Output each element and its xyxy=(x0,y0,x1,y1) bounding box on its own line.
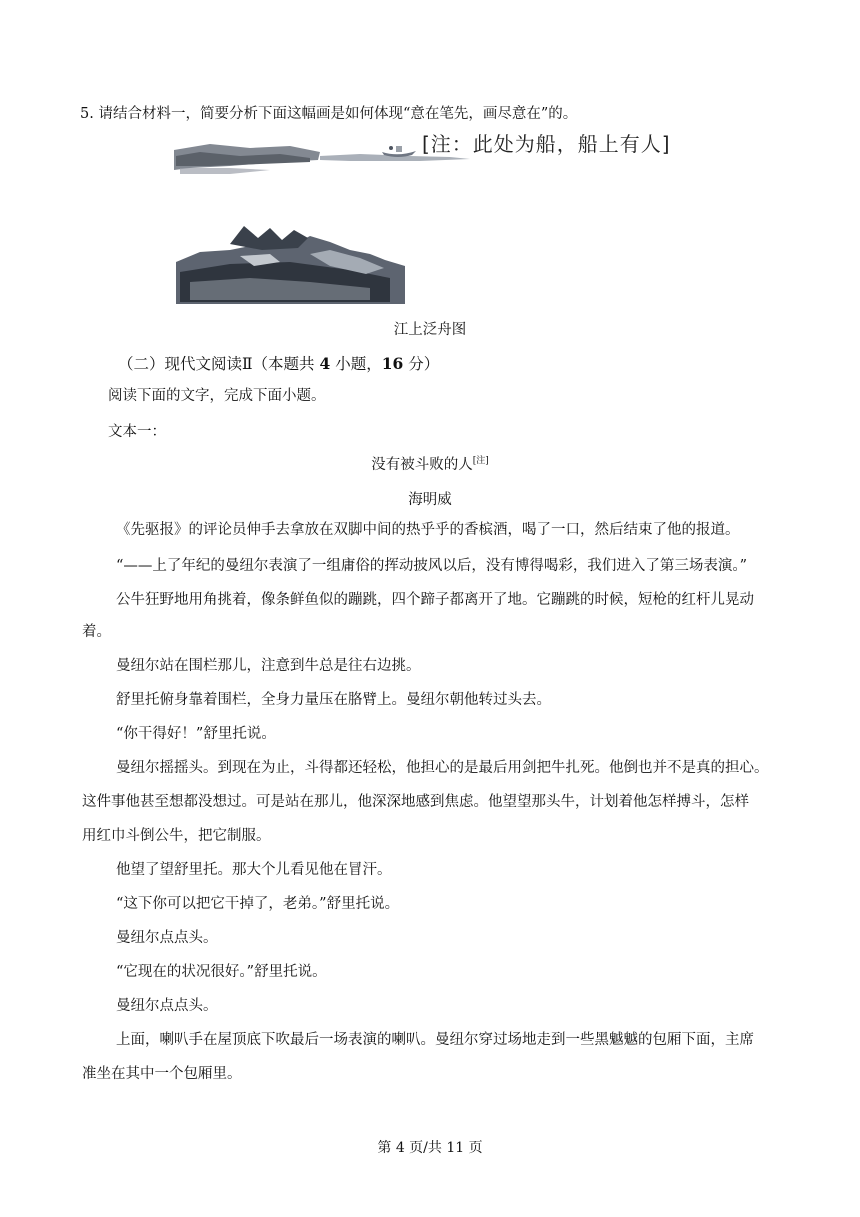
paragraph-13-cont: 准坐在其中一个包厢里。 xyxy=(82,1066,242,1082)
section-score: 16 xyxy=(381,354,404,373)
paragraph-12: 曼纽尔点点头。 xyxy=(116,998,218,1014)
section-suffix: 分） xyxy=(403,355,440,373)
paragraph-7: 曼纽尔摇摇头。到现在为止，斗得都还轻松，他担心的是最后用剑把牛扎死。他倒也并不是真的担心。 xyxy=(116,760,769,776)
paragraph-9: “这下你可以把它干掉了，老弟。”舒里托说。 xyxy=(116,896,400,912)
section-question-count: 4 xyxy=(319,354,331,373)
paragraph-6: “你干得好！”舒里托说。 xyxy=(116,726,276,742)
paragraph-7-cont-1: 这件事他甚至想都没想过。可是站在那儿，他深深地感到焦虑。他望望那头牛，计划着他怎样搏斗，怎样 xyxy=(82,794,749,810)
boat-icon xyxy=(382,146,416,157)
story-title-note: [注] xyxy=(472,456,489,467)
river-boat-painting xyxy=(170,132,730,312)
page-number: 第 4 页/共 11 页 xyxy=(377,1140,483,1156)
story-title xyxy=(0,453,860,474)
paragraph-8: 他望了望舒里托。那大个儿看见他在冒汗。 xyxy=(116,862,392,878)
paragraph-3-cont: 着。 xyxy=(82,624,111,640)
rocky-shore-ink xyxy=(176,226,405,304)
paragraph-7-cont-2: 用红巾斗倒公牛，把它制服。 xyxy=(82,828,271,844)
section-prefix: （二）现代文阅读Ⅱ（本题共 xyxy=(118,355,320,373)
paragraph-3: 公牛狂野地用角挑着，像条鲜鱼似的蹦跳，四个蹄子都离开了地。它蹦跳的时候，短枪的红杆儿晃动 xyxy=(116,592,754,608)
reading-instruction: 阅读下面的文字，完成下面小题。 xyxy=(108,388,326,404)
paragraph-2: “——上了年纪的曼纽尔表演了一组庸俗的挥动披风以后，没有博得喝彩，我们进入了第三场表演。” xyxy=(116,558,748,574)
paragraph-4: 曼纽尔站在围栏那儿，注意到牛总是往右边挑。 xyxy=(116,658,421,674)
paragraph-13: 上面，喇叭手在屋顶底下吹最后一场表演的喇叭。曼纽尔穿过场地走到一些黑魆魆的包厢下面，主席 xyxy=(116,1032,754,1048)
paragraph-11: “它现在的状况很好。”舒里托说。 xyxy=(116,964,327,980)
section-heading xyxy=(118,354,439,374)
paragraph-1: 《先驱报》的评论员伸手去拿放在双脚中间的热乎乎的香槟酒，喝了一口，然后结束了他的报道。 xyxy=(116,522,740,538)
painting-caption: 江上泛舟图 xyxy=(393,322,467,338)
story-title-text: 没有被斗败的人 xyxy=(371,457,473,473)
paragraph-10: 曼纽尔点点头。 xyxy=(116,930,218,946)
text-one-label: 文本一： xyxy=(108,424,166,440)
paragraph-5: 舒里托俯身靠着围栏，全身力量压在胳臂上。曼纽尔朝他转过头去。 xyxy=(116,692,551,708)
section-mid: 小题， xyxy=(330,355,382,373)
painting-annotation: [注：此处为船，船上有人] xyxy=(422,132,671,156)
story-author: 海明威 xyxy=(408,492,452,508)
question-5: 5. 请结合材料一，简要分析下面这幅画是如何体现“意在笔先，画尽意在”的。 xyxy=(80,106,578,122)
